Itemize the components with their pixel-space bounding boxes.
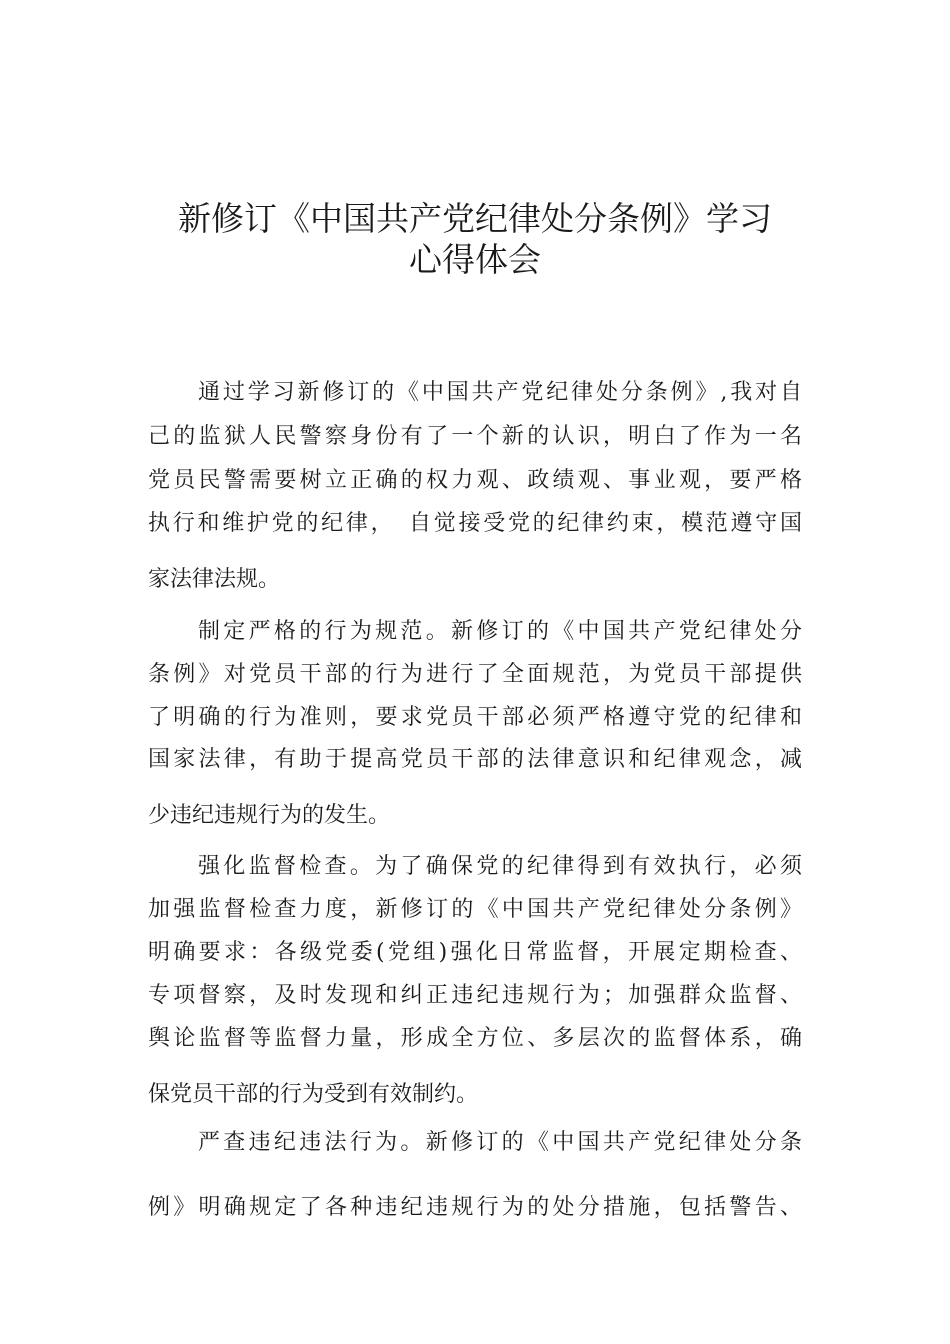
paragraph-line: 少违纪违规行为的发生。 — [148, 803, 391, 828]
paragraph-line: 通过学习新修订的《中国共产党纪律处分条例》,我对自 — [198, 380, 802, 405]
paragraph-line: 党员民警需要树立正确的权力观、政绩观、事业观，要严格 — [148, 468, 802, 493]
paragraph-line: 己的监狱人民警察身份有了一个新的认识，明白了作为一名 — [148, 424, 802, 449]
paragraph-line: 加强监督检查力度，新修订的《中国共产党纪律处分条例》 — [148, 897, 802, 922]
paragraph-line: 国家法律，有助于提高党员干部的法律意识和纪律观念，减 — [148, 747, 802, 772]
paragraph-line: 保党员干部的行为受到有效制约。 — [148, 1082, 479, 1107]
paragraph-line: 家法律法规。 — [148, 567, 281, 592]
paragraph-line: 例》明确规定了各种违纪违规行为的处分措施，包括警告、 — [148, 1195, 802, 1220]
paragraph-line: 严查违纪违法行为。新修订的《中国共产党纪律处分条 — [198, 1130, 802, 1155]
paragraph-line: 舆论监督等监督力量，形成全方位、多层次的监督体系，确 — [148, 1026, 802, 1051]
paragraph-line: 条例》对党员干部的行为进行了全面规范，为党员干部提供 — [148, 662, 802, 687]
paragraph-line: 强化监督检查。为了确保党的纪律得到有效执行，必须 — [198, 854, 802, 879]
paragraph-line: 明确要求：各级党委(党组)强化日常监督，开展定期检查、 — [148, 940, 802, 965]
paragraph-line: 专项督察，及时发现和纠正违纪违规行为；加强群众监督、 — [148, 983, 802, 1008]
paragraph-line: 制定严格的行为规范。新修订的《中国共产党纪律处分 — [198, 619, 802, 644]
document-title-line-2: 心得体会 — [409, 240, 541, 279]
paragraph-line: 了明确的行为准则，要求党员干部必须严格遵守党的纪律和 — [148, 705, 802, 730]
paragraph-line: 执行和维护党的纪律， 自觉接受党的纪律约束，模范遵守国 — [148, 511, 802, 536]
document-title-line-1: 新修订《中国共产党纪律处分条例》学习 — [178, 199, 772, 238]
